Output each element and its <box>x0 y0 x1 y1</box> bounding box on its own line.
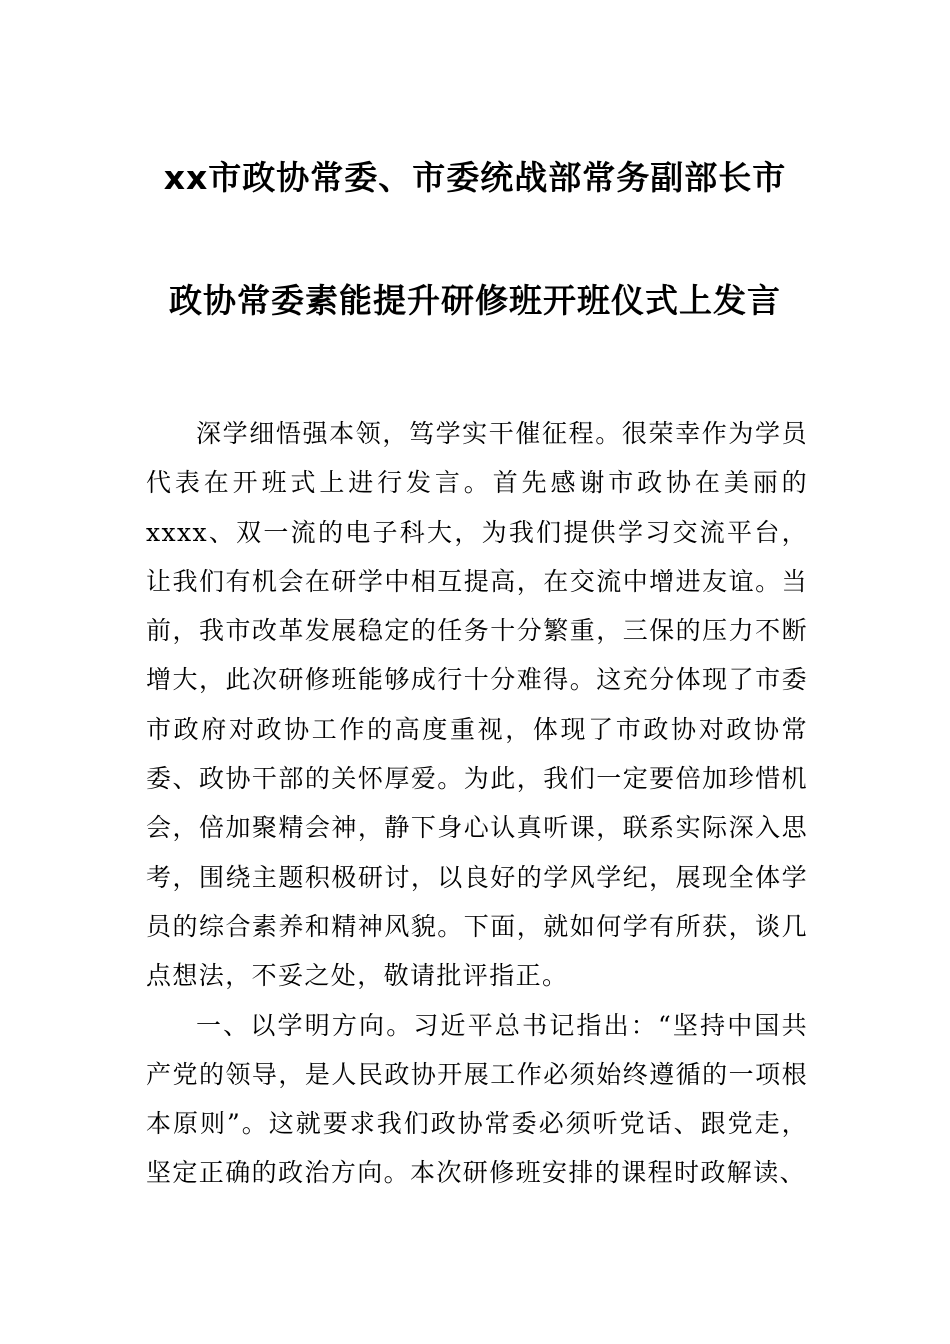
document-title-line-1: xx市政协常委、市委统战部常务副部长市 <box>163 158 787 197</box>
document-title-line-2: 政协常委素能提升研修班开班仪式上发言 <box>169 281 781 320</box>
document-body <box>146 409 808 1198</box>
paragraph-intro: 深学细悟强本领，笃学实干催征程。很荣幸作为学员代表在开班式上进行发言。首先感谢市政协在美丽的xxxx、双一流的电子科大，为我们提供学习交流平台，让我们有机会在研学中相互提高，在交流中增进友谊。当前，我市改革发展稳定的任务十分繁重，三保的压力不断增大，此次研修班能够成行十分难得。这充分体现了市委市政府对政协工作的高度重视，体现了市政协对政协常委、政协干部的关怀厚爱。为此，我们一定要倍加珍惜机会，倍加聚精会神，静下身心认真听课，联系实际深入思考，围绕主题积极研讨，以良好的学风学纪，展现全体学员的综合素养和精神风貌。下面，就如何学有所获，谈几点想法，不妥之处，敬请批评指正。 <box>146 419 808 991</box>
paragraph-section-1: 一、以学明方向。习近平总书记指出：“坚持中国共产党的领导，是人民政协开展工作必须始终遵循的一项根本原则”。这就要求我们政协常委必须听党话、跟党走，坚定正确的政治方向。本次研修班安排的课程时政解读、 <box>146 1010 808 1188</box>
